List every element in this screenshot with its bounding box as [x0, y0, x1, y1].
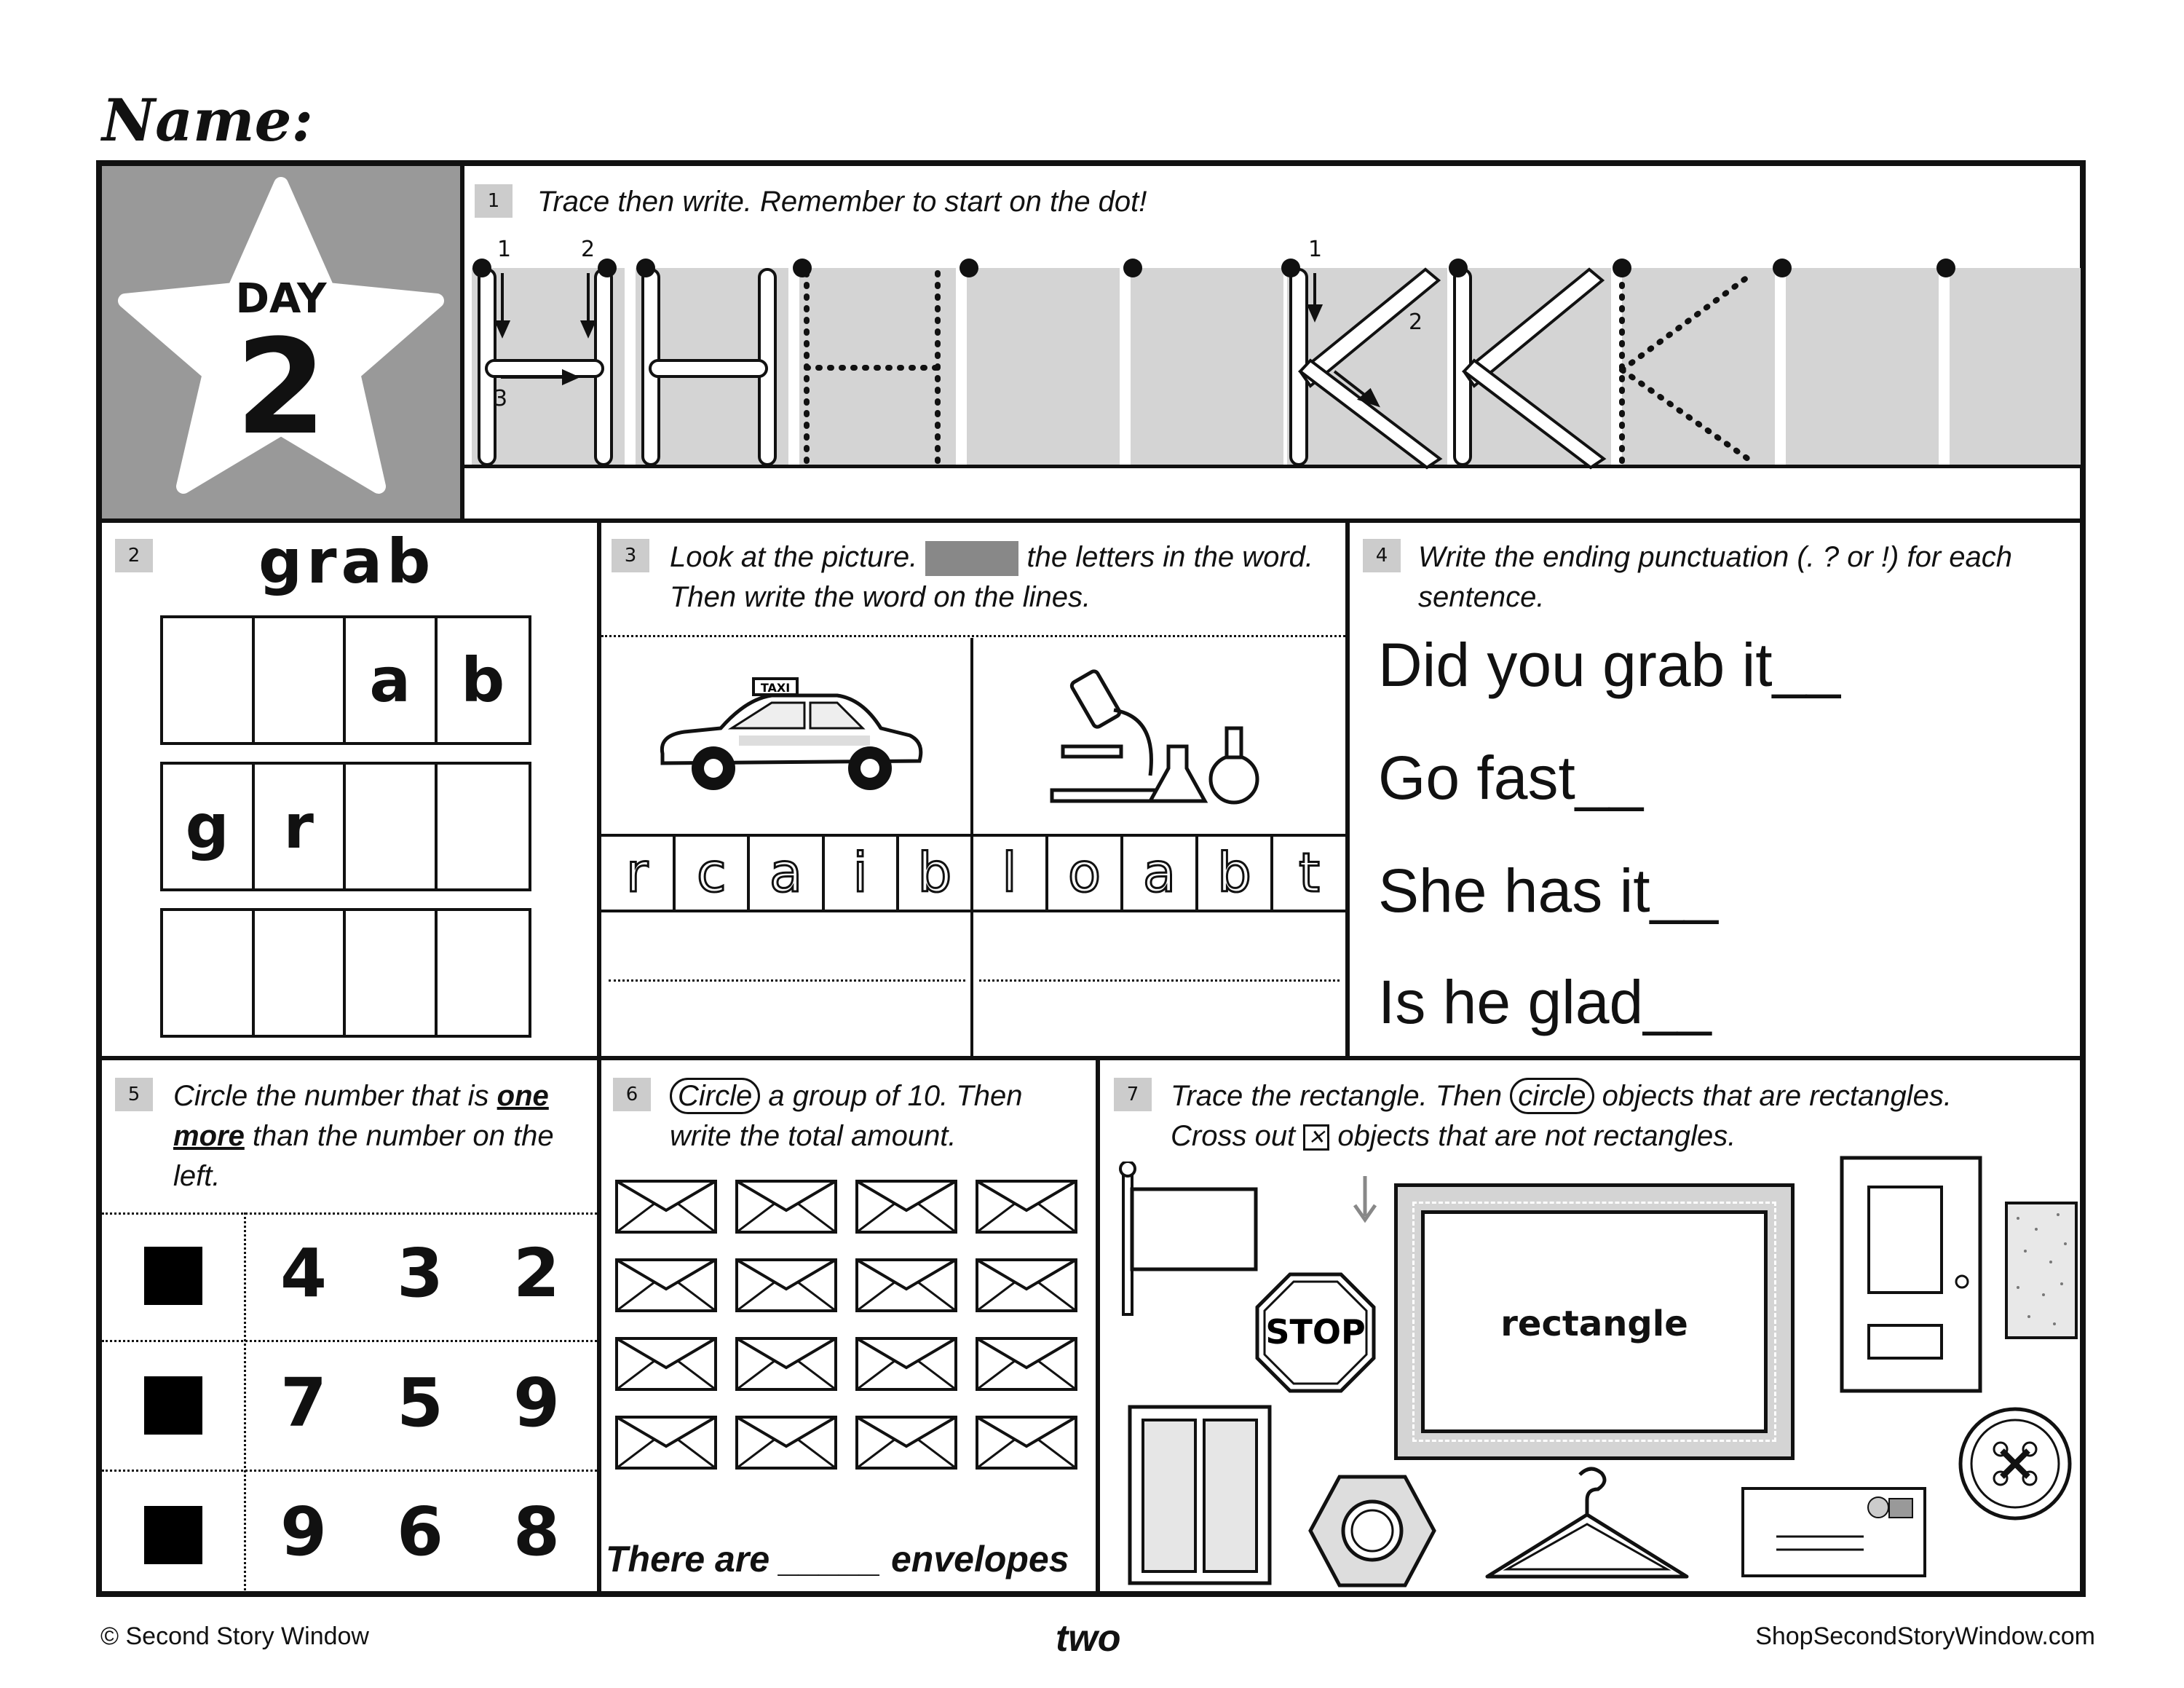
- section-number: 5: [115, 1078, 153, 1111]
- stroke-label: 2: [581, 237, 596, 262]
- dotted-divider: [102, 1212, 597, 1215]
- letter-box-row[interactable]: [160, 908, 531, 1038]
- number-choice[interactable]: 8: [513, 1493, 561, 1571]
- letter-choices: l o a b t: [973, 834, 1345, 912]
- instruction: Look at the picture. the letters in the word.: [670, 537, 1313, 577]
- instruction: Cross out ✕ objects that are not rectangles.: [1171, 1120, 1736, 1152]
- stroke-label: 3: [494, 386, 508, 411]
- sentence: Is he glad__: [1378, 968, 1712, 1036]
- number-choice[interactable]: 5: [397, 1364, 444, 1442]
- envelope-answer: There are _____ envelopes: [606, 1539, 1069, 1579]
- section-number: 3: [612, 539, 649, 572]
- day-panel: [102, 166, 460, 518]
- mail-envelope-image: [1740, 1486, 1929, 1580]
- divider: [1096, 1056, 1100, 1595]
- dotted-divider: [102, 1340, 597, 1342]
- envelope-grid: [615, 1180, 1088, 1471]
- flag-image: [1117, 1162, 1263, 1322]
- name-label: Name:: [102, 86, 314, 154]
- letter-choices: r c a i b: [601, 834, 970, 912]
- envelope-icon: [617, 1260, 1076, 1311]
- stroke-label: 2: [1409, 309, 1423, 335]
- trace-rectangle[interactable]: [1394, 1183, 1795, 1460]
- footer-page-word: two: [1056, 1617, 1121, 1660]
- redacted-word: [925, 541, 1018, 576]
- dotted-divider: [102, 1470, 597, 1472]
- dotted-divider: [244, 1212, 246, 1595]
- hanger-image: [1481, 1460, 1693, 1591]
- instruction: Write the ending punctuation (. ? or !) for each: [1418, 541, 2012, 573]
- button-image: [1957, 1405, 2073, 1522]
- instruction: Trace then write. Remember to start on the dot!: [537, 186, 1147, 218]
- black-square: [144, 1376, 202, 1435]
- sentence: Did you grab it__: [1378, 631, 1841, 699]
- divider: [96, 1056, 2086, 1060]
- day-label: DAY: [235, 275, 327, 323]
- instruction: more than the number on the: [173, 1120, 554, 1152]
- number-choice[interactable]: 9: [280, 1493, 328, 1571]
- section-number: 4: [1363, 539, 1401, 572]
- black-square: [144, 1506, 202, 1564]
- divider: [597, 518, 601, 1595]
- number-choice[interactable]: 3: [397, 1234, 444, 1312]
- instruction: Trace the rectangle. Then circle objects that are rectangles.: [1171, 1076, 1952, 1116]
- black-square: [144, 1247, 202, 1305]
- section-number: 6: [613, 1078, 651, 1111]
- word-grab: grab: [258, 526, 435, 597]
- day-number: 2: [235, 312, 327, 464]
- footer-copyright: © Second Story Window: [100, 1622, 369, 1650]
- instruction: write the total amount.: [670, 1120, 957, 1152]
- instruction: left.: [173, 1160, 221, 1192]
- window-image: [1127, 1404, 1273, 1586]
- sentence: She has it__: [1378, 856, 1719, 925]
- dotted-divider: [601, 635, 1345, 637]
- instruction: Circle a group of 10. Then: [670, 1076, 1023, 1116]
- rectangle-label: rectangle: [1500, 1304, 1688, 1344]
- svg-text:STOP: STOP: [1265, 1312, 1366, 1352]
- stroke-label: 1: [1308, 237, 1323, 262]
- instruction: Circle the number that is one: [173, 1080, 549, 1112]
- envelope-icon: [617, 1338, 1076, 1389]
- letter-box-row: a b: [160, 615, 531, 745]
- instruction: sentence.: [1418, 581, 1545, 613]
- svg-text:TAXI: TAXI: [760, 681, 791, 695]
- number-choice[interactable]: 9: [513, 1364, 561, 1442]
- number-choice[interactable]: 7: [280, 1364, 328, 1442]
- envelope-icon: [617, 1417, 1076, 1468]
- answer-blank[interactable]: _____: [780, 1539, 882, 1579]
- door-image: [1838, 1154, 1984, 1395]
- divider: [1345, 518, 1350, 1057]
- cross-box-icon: ✕: [1303, 1124, 1329, 1151]
- microscope-lab-image: [1048, 659, 1267, 812]
- stop-sign-image: [1254, 1271, 1377, 1395]
- section-number: 1: [475, 184, 513, 218]
- envelope-icon: [617, 1181, 1076, 1232]
- stroke-label: 1: [497, 237, 512, 262]
- sponge-image: [2003, 1200, 2080, 1342]
- arrow-down-icon: [1350, 1172, 1380, 1231]
- sentence: Go fast__: [1378, 744, 1644, 812]
- number-choice[interactable]: 4: [280, 1234, 328, 1312]
- number-choice[interactable]: 2: [513, 1234, 561, 1312]
- hex-nut-image: [1307, 1471, 1438, 1591]
- number-choice[interactable]: 6: [397, 1493, 444, 1571]
- taxi-image: [652, 670, 928, 801]
- section-number: 7: [1114, 1078, 1152, 1111]
- instruction: Then write the word on the lines.: [670, 581, 1091, 613]
- letter-box-row: g r: [160, 762, 531, 891]
- write-line[interactable]: [609, 979, 965, 982]
- write-line[interactable]: [979, 979, 1340, 982]
- footer-website[interactable]: ShopSecondStoryWindow.com: [1755, 1622, 2095, 1650]
- divider: [96, 518, 2086, 523]
- section-number: 2: [115, 539, 153, 572]
- letter-tracing-area: [464, 240, 2081, 481]
